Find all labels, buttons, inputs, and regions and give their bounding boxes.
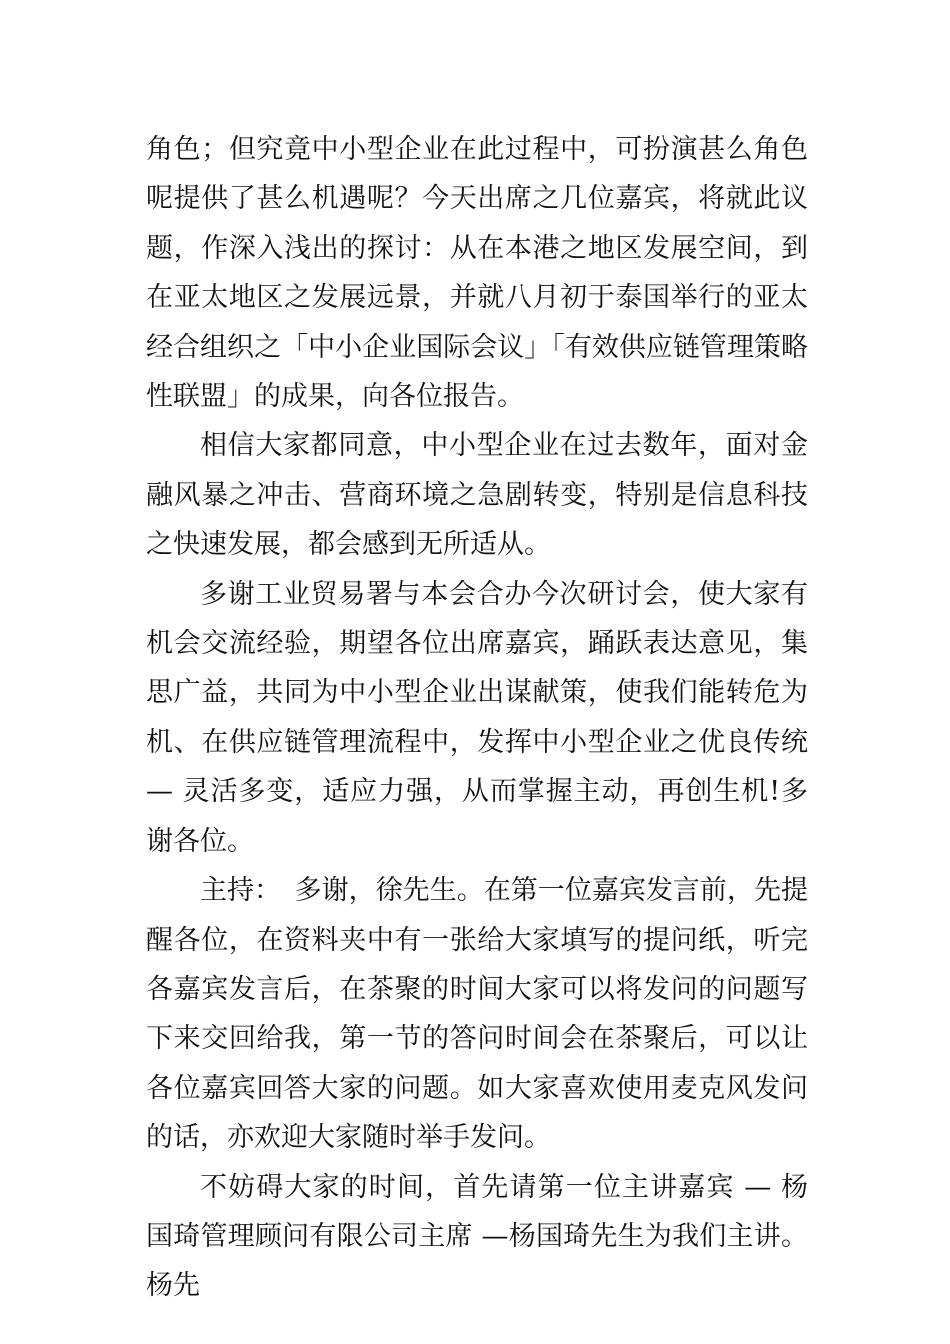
paragraph-continuation: 角色；但究竟中小型企业在此过程中，可扮演甚么角色呢提供了甚么机遇呢？今天出席之几位嘉宾，将就此议题，作深入浅出的探讨：从在本港之地区发展空间，到在亚太地区之发展远景，并就八月初于泰国举行的亚太经合组织之「中小企业国际会议」「有效供应链管理策略性联盟」的成果，向各位报告。	[146, 134, 808, 413]
paragraph-thanks: 多谢工业贸易署与本会合办今次研讨会，使大家有机会交流经验，期望各位出席嘉宾，踊跃表达意见，集思广益，共同为中小型企业出谋献策，使我们能转危为机、在供应链管理流程中，发挥中小型企业之优良传统 — 灵活多变，适应力强，从而掌握主动，再创生机!多谢各位。	[146, 578, 808, 857]
paragraph-host-remarks: 主持： 多谢，徐先生。在第一位嘉宾发言前，先提醒各位，在资料夹中有一张给大家填写的提问纸，听完各嘉宾发言后，在茶聚的时间大家可以将发问的问题写下来交回给我，第一节的答问时间会在茶聚后，可以让各位嘉宾回答大家的问题。如大家喜欢使用麦克风发问的话，亦欢迎大家随时举手发问。	[146, 875, 808, 1154]
paragraph-sme-consensus: 相信大家都同意，中小型企业在过去数年，面对金融风暴之冲击、营商环境之急剧转变，特别是信息科技之快速发展，都会感到无所适从。	[146, 430, 808, 561]
paragraph-first-speaker: 不妨碍大家的时间，首先请第一位主讲嘉宾 — 杨国琦管理顾问有限公司主席 —杨国琦先生为我们主讲。杨先	[146, 1171, 808, 1302]
document-body	[146, 125, 808, 1311]
